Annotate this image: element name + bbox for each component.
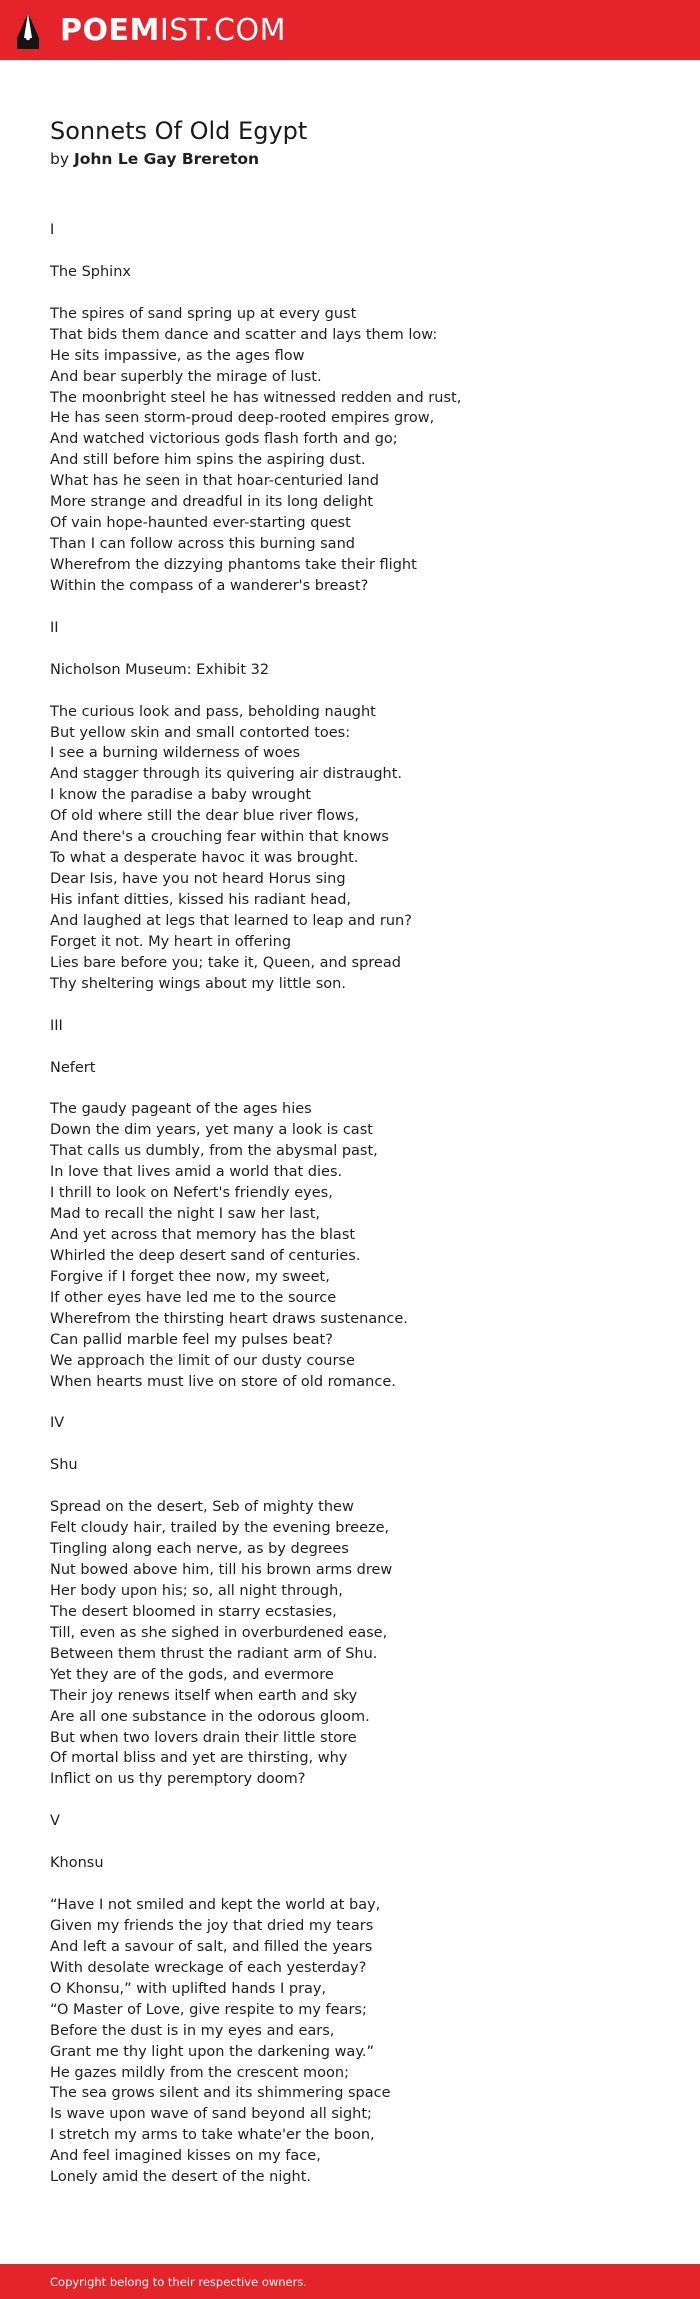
pen-nib-icon (16, 12, 40, 50)
poem-line: Lies bare before you; take it, Queen, and spread (50, 954, 401, 971)
poem-line: His infant ditties, kissed his radiant head, (50, 892, 352, 908)
poem-line: Tingling along each nerve, as by degrees (50, 1541, 349, 1558)
poem-line: And there's a crouching fear within that knows (50, 829, 389, 846)
poem-line (50, 1476, 461, 1497)
poem-line: IV (50, 1415, 65, 1432)
poem-line: Of mortal bliss and yet are thirsting, why (50, 1750, 348, 1767)
poem-line (50, 241, 461, 262)
poem-line: He gazes mildly from the crescent moon; (50, 2064, 349, 2081)
poem-line: And left a savour of salt, and filled the years (50, 1938, 373, 1955)
poem-line: And bear superbly the mirage of lust. (50, 368, 322, 385)
site-logo[interactable] (16, 12, 286, 50)
logo-light-text: IST.COM (159, 13, 286, 48)
poem-line (50, 283, 461, 304)
poem-line: Forgive if I forget thee now, my sweet, (50, 1268, 330, 1285)
poem-line: The desert bloomed in starry ecstasies, (50, 1603, 337, 1620)
poem-line: III (50, 1017, 63, 1034)
poem-line: Nut bowed above him, till his brown arms drew (50, 1562, 393, 1578)
poem-line (50, 1874, 461, 1895)
poem-line: Grant me thy light upon the darkening way.” (50, 2043, 374, 2060)
poem-line (50, 1078, 461, 1099)
site-footer (0, 2264, 700, 2299)
poem-line (50, 1832, 461, 1853)
poem-line: I thrill to look on Nefert's friendly eyes, (50, 1185, 333, 1202)
poem-line: Given my friends the joy that dried my tears (50, 1917, 374, 1934)
poem-line: Inflict on us thy peremptory doom? (50, 1771, 306, 1788)
poem-line: When hearts must live on store of old romance. (50, 1373, 396, 1390)
poem-line: Khonsu (50, 1855, 104, 1872)
poem-line: Felt cloudy hair, trailed by the evening breeze, (50, 1520, 390, 1537)
poem-line: Whirled the deep desert sand of centuries. (50, 1247, 361, 1264)
poem-line: And yet across that memory has the blast (50, 1227, 356, 1243)
poem-line: Wherefrom the thirsting heart draws sustenance. (50, 1310, 408, 1327)
poem-line: He has seen storm-proud deep-rooted empires grow, (50, 410, 435, 427)
poem-line: V (50, 1813, 60, 1830)
copyright-notice: Copyright belong to their respective owners. (50, 2275, 308, 2289)
poem-line: We approach the limit of our dusty course (50, 1352, 355, 1369)
poem-line (50, 1037, 461, 1058)
poem-line: And feel imagined kisses on my face, (50, 2148, 321, 2165)
poem-line: He sits impassive, as the ages flow (50, 347, 305, 364)
poem-line (50, 1434, 461, 1455)
poem-line: The gaudy pageant of the ages hies (50, 1101, 312, 1118)
poem-line: That calls us dumbly, from the abysmal past, (50, 1143, 378, 1160)
poem-line: Till, even as she sighed in overburdened ease, (50, 1624, 388, 1641)
poem-line: “Have I not smiled and kept the world at bay, (50, 1897, 381, 1913)
poem-line: O Khonsu,” with uplifted hands I pray, (50, 1980, 327, 1997)
poem-line: Nefert (50, 1059, 96, 1076)
poem-line: Of vain hope-haunted ever-starting quest (50, 515, 351, 532)
poem-line: What has he seen in that hoar-centuried land (50, 473, 379, 490)
poem-line: More strange and dreadful in its long delight (50, 494, 374, 511)
poem-body (50, 220, 461, 2188)
poem-line: Down the dim years, yet many a look is cast (50, 1122, 373, 1139)
poem-line: That bids them dance and scatter and lays them low: (50, 326, 438, 343)
site-header (0, 0, 700, 60)
logo-bold-text: POEM (60, 13, 160, 48)
poem-line: I (50, 222, 55, 238)
poem-line: Than I can follow across this burning sand (50, 536, 355, 553)
poem-line: And still before him spins the aspiring dust. (50, 452, 366, 469)
poem-line: The spires of sand spring up at every gust (50, 305, 357, 322)
poem-line: To what a desperate havoc it was brought. (50, 850, 359, 867)
poem-line: If other eyes have led me to the source (50, 1289, 337, 1306)
poem-line (50, 597, 461, 618)
poem-line: Forget it not. My heart in offering (50, 933, 292, 950)
site-logo-text (60, 12, 286, 50)
poem-line: The curious look and pass, beholding naught (50, 703, 376, 720)
poem-line: Between them thrust the radiant arm of Shu. (50, 1645, 378, 1662)
poem-line: I stretch my arms to take whate'er the boon, (50, 2127, 375, 2144)
poem-line: And watched victorious gods flash forth and go; (50, 431, 398, 448)
author-link[interactable]: John Le Gay Brereton (73, 150, 260, 168)
poem-line: And laughed at legs that learned to leap and run? (50, 912, 412, 929)
poem-line (50, 681, 461, 702)
poem-line: But yellow skin and small contorted toes: (50, 724, 351, 741)
poem-line: Nicholson Museum: Exhibit 32 (50, 661, 270, 678)
poem-line: And stagger through its quivering air distraught. (50, 766, 403, 783)
poem-line: “O Master of Love, give respite to my fears; (50, 2001, 367, 2018)
poem-line: Spread on the desert, Seb of mighty thew (50, 1499, 354, 1516)
poem-line: Before the dust is in my eyes and ears, (50, 2022, 335, 2039)
poem-line (50, 1393, 461, 1414)
poem-line: Thy sheltering wings about my little son. (50, 975, 346, 992)
poem-line (50, 995, 461, 1016)
poem-line: Lonely amid the desert of the night. (50, 2169, 312, 2186)
poem-line (50, 639, 461, 660)
poem-line: Of old where still the dear blue river flows, (50, 808, 359, 825)
poem-line: Mad to recall the night I saw her last, (50, 1206, 321, 1223)
poem-line: I see a burning wilderness of woes (50, 745, 301, 762)
poem-line: In love that lives amid a world that dies. (50, 1164, 343, 1181)
poem-line: The sea grows silent and its shimmering space (50, 2085, 391, 2102)
poem-line: Can pallid marble feel my pulses beat? (50, 1331, 333, 1348)
poem-line: Dear Isis, have you not heard Horus sing (50, 871, 346, 888)
poem-line: Yet they are of the gods, and evermore (50, 1666, 334, 1683)
poem-line: With desolate wreckage of each yesterday? (50, 1959, 367, 1976)
poem-line: But when two lovers drain their little store (50, 1729, 357, 1746)
poem-line: I know the paradise a baby wrought (50, 787, 312, 804)
poem-line: Is wave upon wave of sand beyond all sight; (50, 2106, 372, 2123)
poem-line: Wherefrom the dizzying phantoms take their flight (50, 557, 417, 573)
poem-line (50, 1790, 461, 1811)
byline-prefix: by (50, 150, 70, 168)
poem-line: Shu (50, 1457, 78, 1474)
poem-line: II (50, 619, 59, 636)
poem-line: Their joy renews itself when earth and sky (50, 1687, 358, 1704)
poem-line: Within the compass of a wanderer's breast? (50, 577, 369, 594)
poem-line: The Sphinx (50, 263, 131, 280)
poem-line: Are all one substance in the odorous gloom. (50, 1708, 370, 1725)
poem-title: Sonnets Of Old Egypt (50, 117, 308, 145)
poem-byline (50, 148, 259, 170)
poem-line: The moonbright steel he has witnessed redden and rust, (50, 389, 462, 406)
poem-line: Her body upon his; so, all night through, (50, 1582, 343, 1599)
